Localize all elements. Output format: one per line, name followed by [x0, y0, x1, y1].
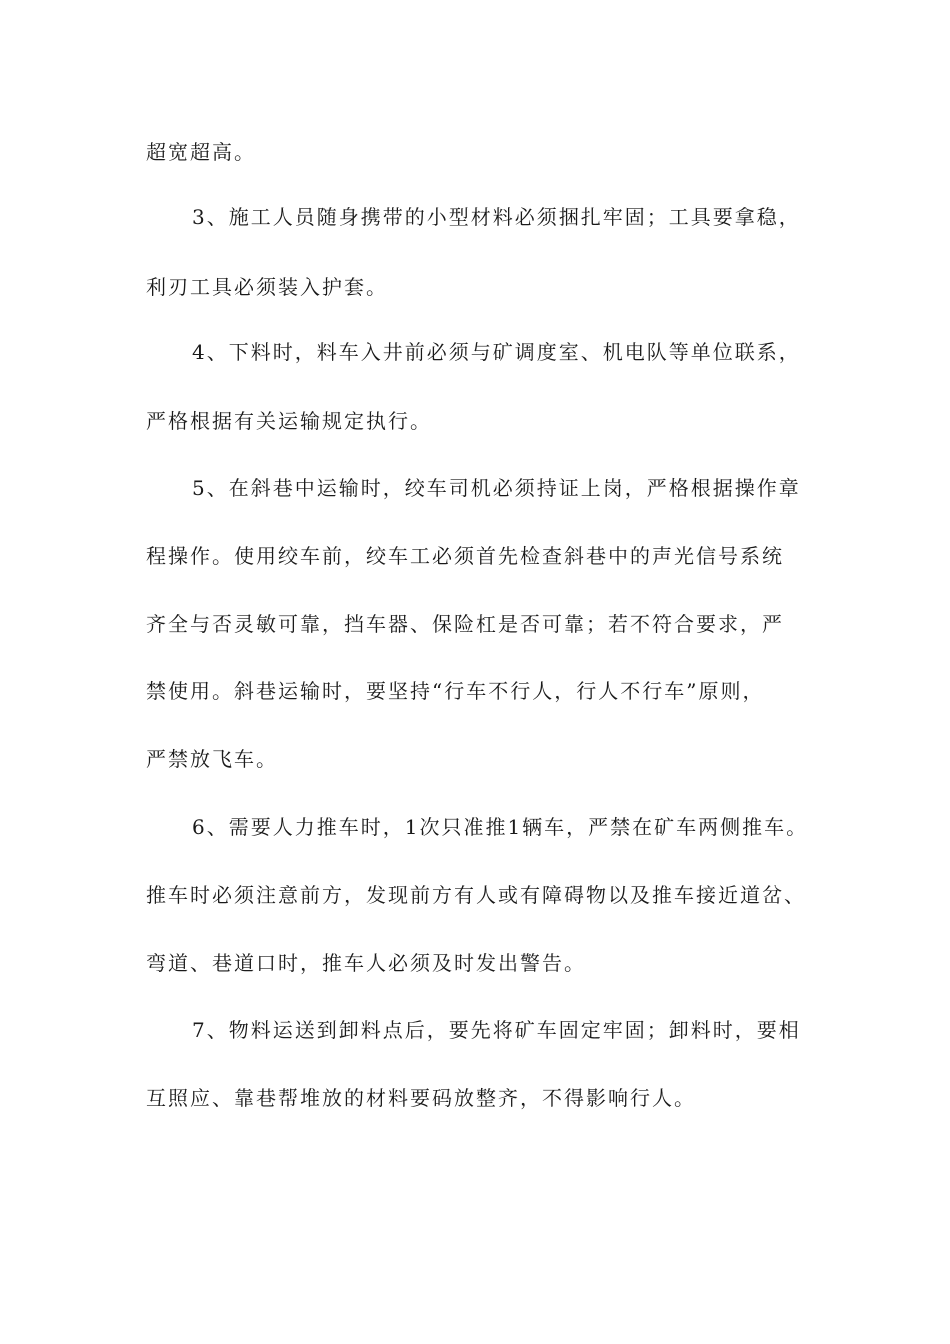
text-line: 弯道、巷道口时，推车人必须及时发出警告。 [146, 951, 586, 975]
paragraph-3-line: 3、施工人员随身携带的小型材料必须捆扎牢固；工具要拿稳， [192, 205, 801, 229]
text-line: 严禁放飞车。 [146, 747, 278, 771]
text-line: 齐全与否灵敏可靠，挡车器、保险杠是否可靠；若不符合要求，严 [146, 612, 784, 636]
text-line: 超宽超高。 [146, 140, 256, 164]
text-line: 推车时必须注意前方，发现前方有人或有障碍物以及推车接近道岔、 [146, 883, 806, 907]
paragraph-7-line: 7、物料运送到卸料点后，要先将矿车固定牢固；卸料时，要相 [192, 1018, 801, 1042]
paragraph-5-line: 5、在斜巷中运输时，绞车司机必须持证上岗，严格根据操作章 [192, 476, 801, 500]
paragraph-6-line: 6、需要人力推车时，1次只准推1辆车，严禁在矿车两侧推车。 [192, 815, 809, 839]
text-line: 禁使用。斜巷运输时，要坚持“行车不行人，行人不行车”原则， [146, 679, 765, 703]
text-line: 程操作。使用绞车前，绞车工必须首先检查斜巷中的声光信号系统 [146, 544, 784, 568]
text-line: 利刃工具必须装入护套。 [146, 275, 388, 299]
text-line: 严格根据有关运输规定执行。 [146, 409, 432, 433]
paragraph-4-line: 4、下料时，料车入井前必须与矿调度室、机电队等单位联系， [192, 340, 801, 364]
text-line: 互照应、靠巷帮堆放的材料要码放整齐，不得影响行人。 [146, 1086, 696, 1110]
